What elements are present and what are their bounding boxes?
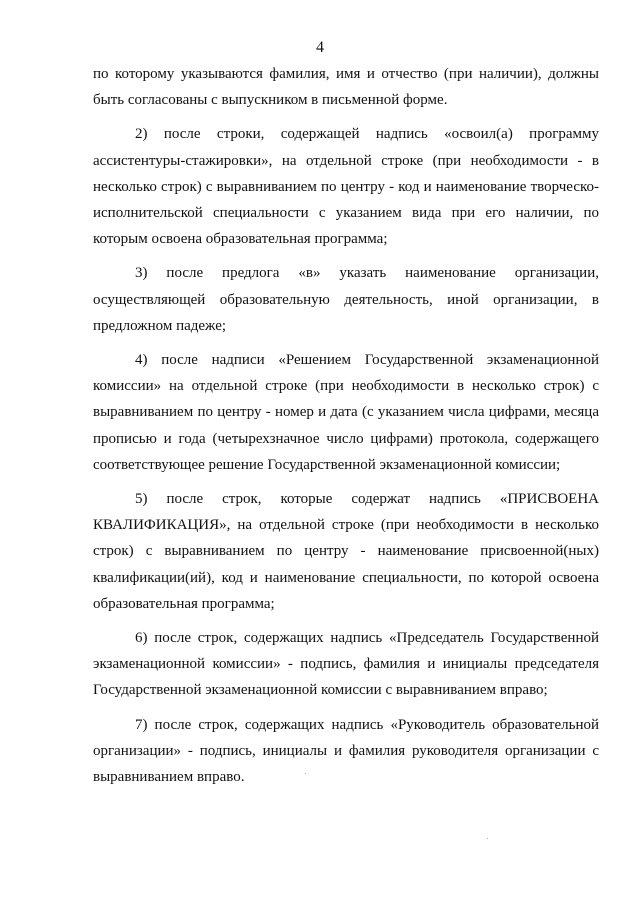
document-body: [93, 61, 599, 798]
paragraph-continuation: по которому указываются фамилия, имя и отчество (при наличии), должны быть согласованы с выпускником в письменной форме.: [93, 66, 599, 109]
paragraph-item-2: 2) после строки, содержащей надпись «освоил(а) программу ассистентуры-стажировки», на отдельной строке (при необходимости - в несколько строк) с выравниванием по центру - код и наименование творческо-исполнительской специальности с указанием вида при его наличии, по которым освоена образовательная программа;: [93, 126, 599, 248]
paragraph-item-3: 3) после предлога «в» указать наименование организации, осуществляющей образовательную деятельность, иной организации, в предложном падеже;: [93, 265, 599, 334]
page-number: 4: [316, 39, 324, 56]
paragraph-item-7: 7) после строк, содержащих надпись «Руководитель образовательной организации» - подпись, инициалы и фамилия руководителя организации с выравниванием вправо.: [93, 716, 599, 786]
scan-speck: [305, 773, 306, 774]
scan-speck: [487, 838, 488, 839]
paragraph-item-6: 6) после строк, содержащих надпись «Председатель Государственной экзаменационной комиссии» - подпись, фамилия и инициалы председателя Государственной экзаменационной комиссии с выравниванием вправо;: [93, 630, 599, 699]
paragraph-item-4: 4) после надписи «Решением Государственной экзаменационной комиссии» на отдельной строке (при необходимости в несколько строк) с выравниванием по центру - номер и дата (с указанием числа цифрами, месяца прописью и года (четырехзначное число цифрами) протокола, содержащего соответствующее решение Государственной экзаменационной комиссии;: [93, 352, 599, 473]
paragraph-item-5: 5) после строк, которые содержат надпись «ПРИСВОЕНА КВАЛИФИКАЦИЯ», на отдельной строке (при необходимости в несколько строк) с выравниванием по центру - наименование присвоенной(ных) квалификации(ий), код и наименование специальности, по которой освоена образовательная программа;: [93, 491, 599, 612]
